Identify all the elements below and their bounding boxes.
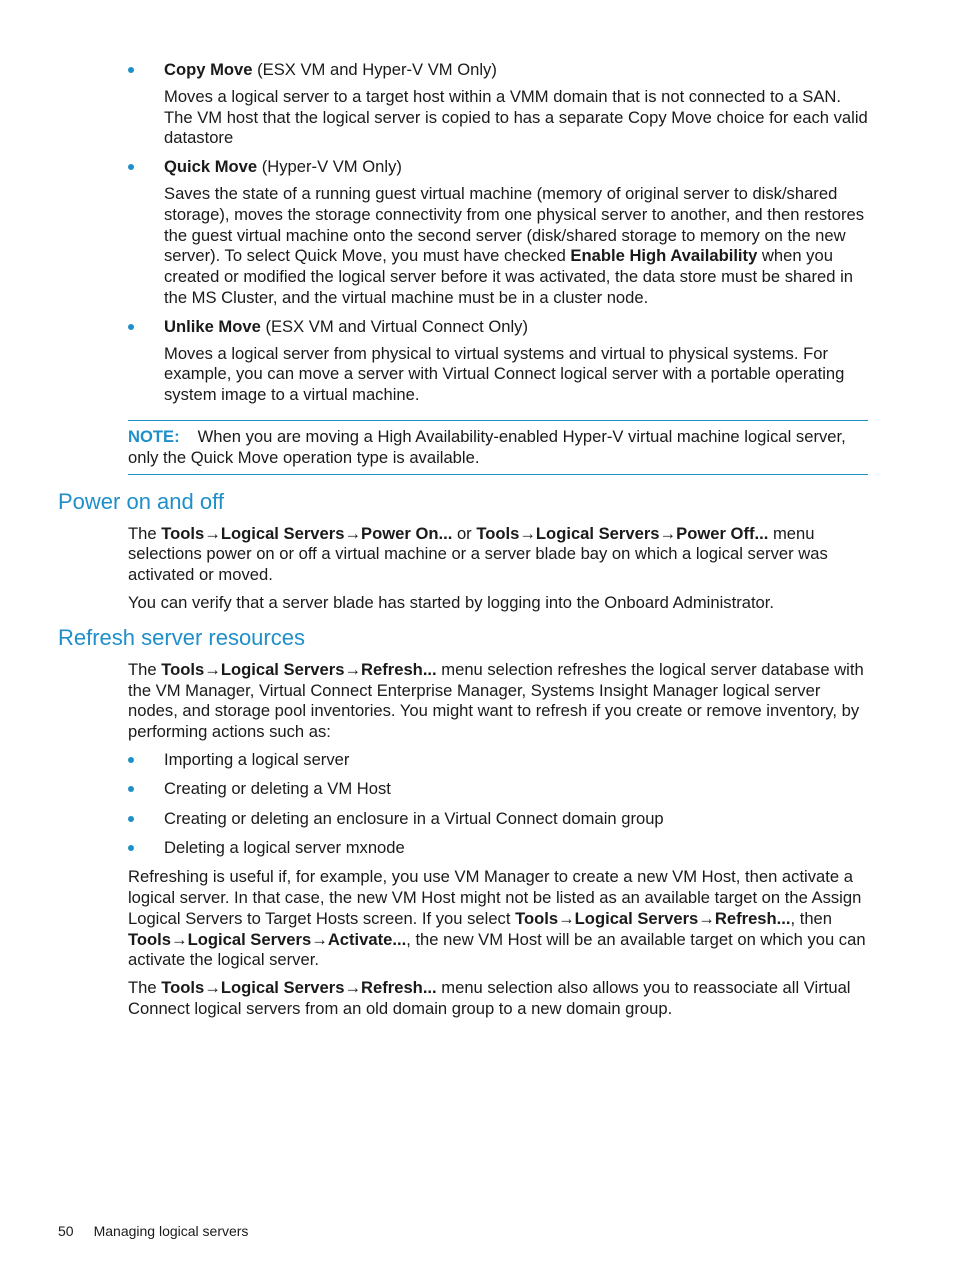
list-item xyxy=(128,750,868,771)
bullet-body: Moves a logical server from physical to virtual systems and virtual to physical systems. For example, you can move a server with Virtual Connect logical server with a portable operating system image to a virtual machine. xyxy=(164,343,845,405)
arrow-glyph: → xyxy=(558,908,575,928)
arrow-glyph: → xyxy=(659,523,677,543)
text-run: menu selection refreshes the logical server database with the VM Manager, Virtual Connect Enterprise Manager, Systems Insight Manager logical server nodes, and storage pool inventories. You might want to refresh if you create or remove inventory, by performing actions such as: xyxy=(128,659,864,742)
arrow-glyph: → xyxy=(204,978,221,998)
bullet-unlike-move xyxy=(128,317,868,406)
note-paragraph xyxy=(128,427,868,469)
bullet-term: Unlike Move xyxy=(164,316,261,336)
heading-power-on-off: Power on and off xyxy=(58,488,224,514)
text-run: Saves the state of a running guest virtual machine (memory of original server to disk/shared storage), moves the storage connectivity from one physical server to another, and then restores the guest virtual machine onto the second server (disk/shared storage to memory on the new server). To select Quick Move, you must have checked xyxy=(164,183,865,266)
arrow-glyph: → xyxy=(171,929,188,949)
menu-term: Logical Servers xyxy=(574,908,699,928)
list-item-text: Creating or deleting an enclosure in a Virtual Connect domain group xyxy=(164,808,664,828)
text-run: or xyxy=(452,523,477,543)
bold-term: Enable High Availability xyxy=(570,246,758,266)
menu-term: Logical Servers xyxy=(220,978,345,998)
power-paragraph-2: You can verify that a server blade has started by logging into the Onboard Administrator. xyxy=(128,592,775,612)
bullet-dot xyxy=(128,786,134,792)
menu-term: Logical Servers xyxy=(535,523,660,543)
arrow-glyph: → xyxy=(519,523,536,543)
menu-term: Tools xyxy=(161,523,205,543)
menu-term: Power Off... xyxy=(676,523,769,543)
refresh-paragraph-2 xyxy=(128,867,868,971)
menu-term: Refresh... xyxy=(714,908,791,928)
menu-term: Logical Servers xyxy=(220,523,345,543)
footer-section-title: Managing logical servers xyxy=(93,1223,249,1239)
bullet-dot xyxy=(128,324,134,330)
bullet-dot xyxy=(128,845,134,851)
text-run: menu selection also allows you to reassociate all Virtual Connect logical servers from an old domain group to a new domain group. xyxy=(128,978,851,1018)
arrow-glyph: → xyxy=(344,659,362,679)
bullet-qualifier: (ESX VM and Virtual Connect Only) xyxy=(260,316,528,336)
arrow-glyph: → xyxy=(344,523,362,543)
list-item xyxy=(128,809,868,830)
menu-term: Tools xyxy=(128,929,172,949)
bullet-dot xyxy=(128,816,134,822)
arrow-glyph: → xyxy=(344,978,362,998)
bullet-head xyxy=(164,317,868,338)
menu-term: Logical Servers xyxy=(187,929,312,949)
bullet-term: Quick Move xyxy=(164,157,258,177)
bullet-dot xyxy=(128,67,134,73)
bullet-head xyxy=(164,157,868,178)
menu-term: Power On... xyxy=(361,523,453,543)
list-item-text: Deleting a logical server mxnode xyxy=(164,837,405,857)
text-run: , the new VM Host will be an available target on which you can activate the logical server. xyxy=(128,929,866,970)
menu-term: Refresh... xyxy=(361,659,437,679)
menu-term: Tools xyxy=(161,659,205,679)
arrow-glyph: → xyxy=(204,523,221,543)
page-content xyxy=(58,60,868,1027)
arrow-glyph: → xyxy=(204,659,221,679)
menu-term: Tools xyxy=(161,978,205,998)
text-run: The xyxy=(128,523,162,543)
page-footer xyxy=(58,1222,248,1240)
text-run: when you created or modified the logical server before it was activated, the data store must be shared in the MS Cluster, and the virtual machine must be in a cluster node. xyxy=(164,246,854,307)
menu-term: Refresh... xyxy=(361,978,437,998)
note-box xyxy=(128,420,868,475)
text-run: , then xyxy=(790,908,833,928)
refresh-paragraph-3 xyxy=(128,978,868,1020)
bullet-dot xyxy=(128,757,134,763)
list-item-text: Creating or deleting a VM Host xyxy=(164,779,391,799)
note-label: NOTE: xyxy=(128,426,180,446)
bullet-body xyxy=(164,184,868,309)
text-run: menu selections power on or off a virtual machine or a server blade bay on which a logical server was activated or moved. xyxy=(128,523,828,585)
refresh-paragraph-1 xyxy=(128,660,868,743)
power-paragraph-1 xyxy=(128,524,868,586)
page-number: 50 xyxy=(58,1223,74,1239)
note-text: When you are moving a High Availability-enabled Hyper-V virtual machine logical server, only the Quick Move operation type is available. xyxy=(128,426,846,467)
bullet-dot xyxy=(128,164,134,170)
heading-refresh-server-resources: Refresh server resources xyxy=(58,624,305,650)
bullet-qualifier: (ESX VM and Hyper-V VM Only) xyxy=(252,60,497,79)
arrow-glyph: → xyxy=(698,908,715,928)
list-item xyxy=(128,779,868,800)
text-run: Refreshing is useful if, for example, you use VM Manager to create a new VM Host, then activate a logical server. In that case, the new VM Host might not be listed as an available target on the Assign Logical Servers to Target Hosts screen. If you select xyxy=(128,867,862,928)
menu-term: Logical Servers xyxy=(220,659,345,679)
menu-term: Tools xyxy=(476,523,520,543)
bullet-qualifier: (Hyper-V VM Only) xyxy=(257,157,402,177)
bullet-body: Moves a logical server to a target host within a VMM domain that is not connected to a SAN. The VM host that the logical server is copied to has a separate Copy Move choice for each valid datastore xyxy=(164,86,868,148)
text-run: The xyxy=(128,978,162,998)
bullet-copy-move xyxy=(128,60,868,149)
menu-term: Tools xyxy=(515,908,559,928)
list-item-text: Importing a logical server xyxy=(164,749,350,769)
bullet-term: Copy Move xyxy=(164,60,253,79)
list-item xyxy=(128,838,868,859)
bullet-head xyxy=(164,60,868,81)
arrow-glyph: → xyxy=(311,929,328,949)
bullet-quick-move xyxy=(128,157,868,309)
text-run: The xyxy=(128,659,162,679)
menu-term: Activate... xyxy=(327,929,407,949)
